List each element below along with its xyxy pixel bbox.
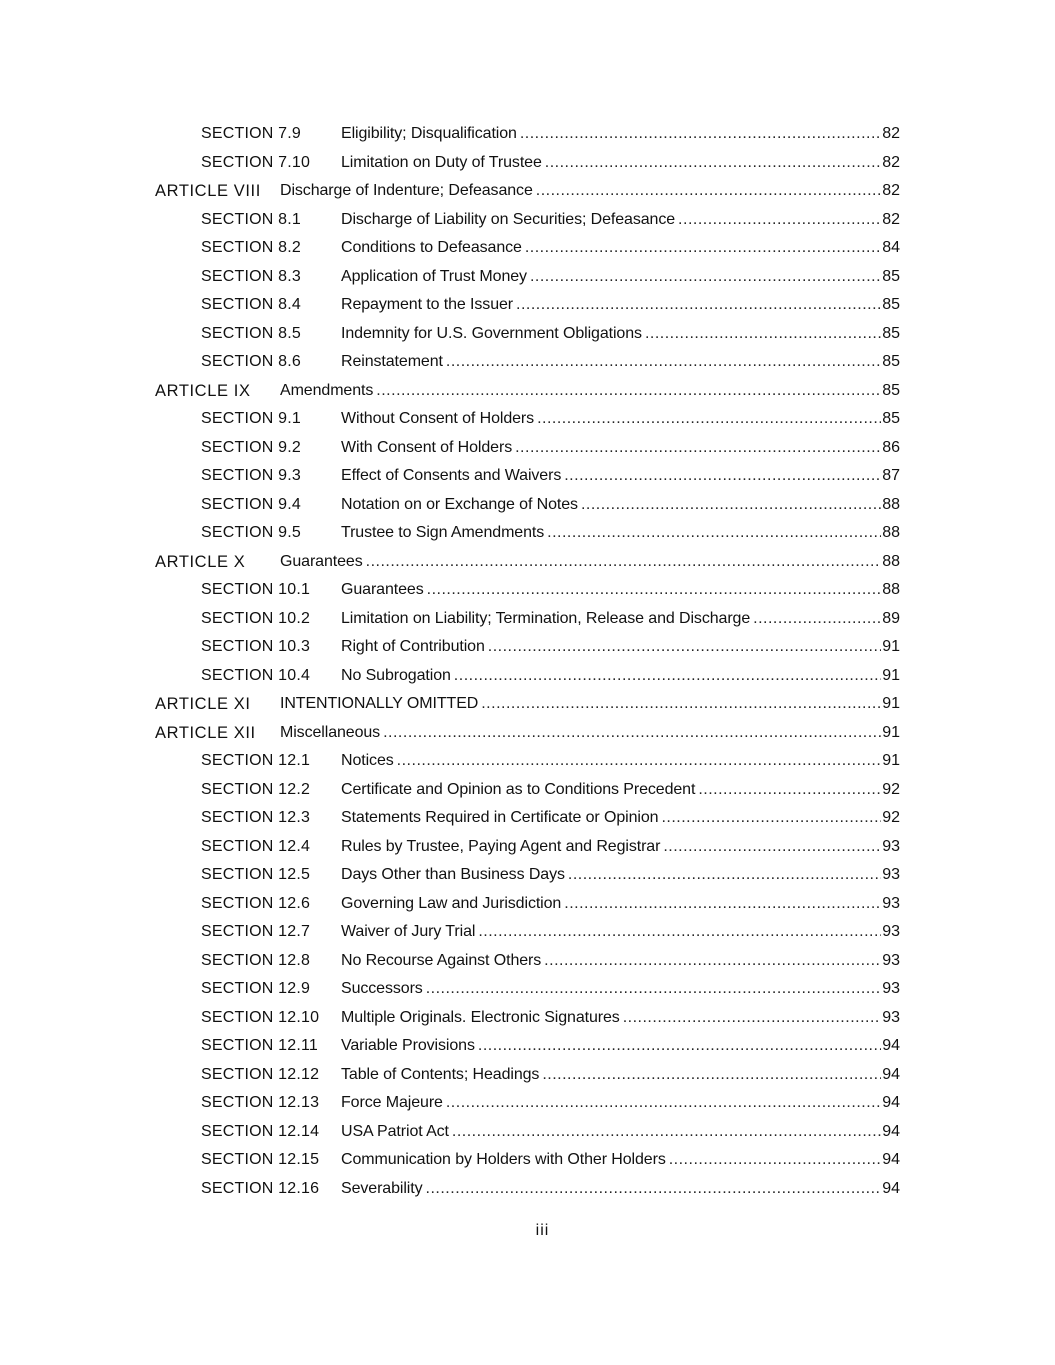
toc-entry-page: 88 [882,524,900,541]
dot-leader [515,434,881,463]
toc-entry-number: SECTION 12.13 [201,1094,320,1111]
toc-article-row[interactable] [0,719,1055,748]
toc-entry-page: 82 [882,153,900,171]
dot-leader [678,206,881,235]
toc-section-row[interactable] [0,1061,1055,1090]
toc-entry-page: 93 [882,951,900,969]
toc-entry-number: SECTION 12.2 [201,780,311,798]
toc-section-row[interactable] [0,405,1055,434]
toc-entry-page: 85 [882,353,900,370]
toc-entry-title-line [280,177,900,206]
toc-entry-number: SECTION 8.2 [201,239,302,256]
toc-entry-title-line [341,1004,900,1033]
toc-section-row[interactable] [0,434,1055,463]
toc-section-row[interactable] [0,348,1055,377]
toc-section-row[interactable] [0,320,1055,349]
dot-leader [564,890,881,919]
toc-entry-title-line [280,719,900,748]
toc-entry-title: Miscellaneous [280,723,381,741]
toc-entry-title: Notices [341,752,394,769]
toc-entry-title: Days Other than Business Days [341,866,565,883]
toc-entry-number: SECTION 12.9 [201,980,311,997]
toc-entry-number: SECTION 12.5 [201,866,311,883]
toc-entry-title: USA Patriot Act [341,1122,449,1140]
toc-section-row[interactable] [0,1118,1055,1147]
toc-entry-title: Notation on or Exchange of Notes [341,495,578,513]
toc-entry-number: SECTION 12.4 [201,837,311,855]
toc-entry-page: 86 [882,438,900,456]
dot-leader [544,947,881,976]
dot-leader [545,149,881,178]
toc-entry-page: 92 [882,809,900,826]
toc-entry-title-line [280,690,900,719]
toc-entry-page: 82 [882,182,900,199]
toc-section-row[interactable] [0,890,1055,919]
dot-leader [478,1032,881,1061]
toc-entry-page: 91 [882,666,900,684]
toc-entry-title: Successors [341,980,423,997]
toc-entry-page: 85 [882,296,900,313]
toc-entry-page: 88 [882,495,900,513]
toc-entry-number: ARTICLE IX [155,381,251,400]
dot-leader [446,1089,881,1118]
toc-entry-title-line [341,576,900,605]
toc-entry-title-line [280,548,900,577]
toc-entry-title: Limitation on Duty of Trustee [341,153,542,171]
toc-entry-title: Right of Contribution [341,638,485,655]
toc-entry-title: Eligibility; Disqualification [341,125,517,142]
toc-entry-number: SECTION 9.3 [201,467,302,484]
dot-leader [581,491,881,520]
toc-section-row[interactable] [0,1089,1055,1118]
toc-entry-title-line [341,1032,900,1061]
toc-entry-title-line [341,1089,900,1118]
toc-entry-number: SECTION 10.3 [201,638,311,655]
dot-leader [481,690,881,719]
toc-article-row[interactable] [0,177,1055,206]
toc-entry-page: 87 [882,467,900,484]
toc-entry-page: 91 [882,723,900,741]
toc-entry-page: 93 [882,837,900,855]
toc-entry-title: Repayment to the Issuer [341,296,514,313]
toc-entry-title-line [341,348,900,377]
toc-entry-title-line [341,1118,900,1147]
toc-entry-title-line [341,975,900,1004]
toc-section-row[interactable] [0,975,1055,1004]
toc-entry-number: SECTION 8.5 [201,324,302,342]
toc-entry-title-line [341,149,900,178]
dot-leader [520,120,881,149]
dot-leader [753,605,881,634]
toc-entry-title-line [341,291,900,320]
toc-entry-title: Amendments [280,381,374,399]
dot-leader [376,377,881,406]
toc-section-row[interactable] [0,833,1055,862]
dot-leader [698,776,881,805]
toc-entry-number: SECTION 12.14 [201,1122,320,1140]
dot-leader [383,719,881,748]
toc-entry-title: Severability [341,1179,423,1197]
toc-entry-number: SECTION 10.4 [201,666,311,684]
toc-article-row[interactable] [0,548,1055,577]
toc-entry-title: Force Majeure [341,1094,443,1111]
toc-entry-title: Application of Trust Money [341,267,527,285]
toc-entry-page: 94 [882,1094,900,1111]
toc-entry-title-line [341,1146,900,1175]
toc-entry-title: Limitation on Liability; Termination, Release and Discharge [341,609,751,627]
toc-article-row[interactable] [0,377,1055,406]
dot-leader [426,975,882,1004]
page-number: iii [535,1222,550,1239]
toc-section-row[interactable] [0,462,1055,491]
toc-entry-title-line [341,462,900,491]
toc-entry-number: SECTION 12.10 [201,1008,320,1026]
toc-entry-page: 88 [882,581,900,598]
toc-section-row[interactable] [0,662,1055,691]
toc-entry-title: Multiple Originals. Electronic Signatures [341,1008,620,1026]
toc-entry-page: 91 [882,638,900,655]
toc-section-row[interactable] [0,263,1055,292]
toc-entry-title-line [341,405,900,434]
toc-entry-number: SECTION 12.7 [201,923,311,940]
toc-entry-title: Communication by Holders with Other Holders [341,1151,666,1168]
dot-leader [623,1004,882,1033]
toc-entry-number: SECTION 9.1 [201,410,302,427]
toc-entry-title-line [341,120,900,149]
toc-entry-title-line [341,263,900,292]
toc-entry-page: 93 [882,866,900,883]
toc-entry-title-line [341,1061,900,1090]
toc-entry-title: With Consent of Holders [341,438,513,456]
toc-article-row[interactable] [0,690,1055,719]
dot-leader [537,405,881,434]
toc-section-row[interactable] [0,1004,1055,1033]
dot-leader [547,519,881,548]
toc-entry-title: Waiver of Jury Trial [341,923,476,940]
toc-entry-page: 85 [882,324,900,342]
toc-entry-page: 85 [882,381,900,399]
toc-section-row[interactable] [0,120,1055,149]
toc-entry-number: SECTION 9.4 [201,495,302,513]
toc-entry-number: SECTION 8.3 [201,267,302,285]
dot-leader [426,1175,882,1204]
toc-entry-title: Reinstatement [341,353,443,370]
dot-leader [397,747,882,776]
toc-entry-number: SECTION 8.4 [201,296,302,313]
dot-leader [478,918,881,947]
toc-entry-page: 94 [882,1122,900,1140]
dot-leader [661,804,881,833]
toc-entry-page: 93 [882,980,900,997]
toc-entry-title: Guarantees [341,581,424,598]
toc-entry-number: ARTICLE XII [155,723,256,742]
toc-entry-page: 94 [882,1065,900,1083]
toc-entry-title: Discharge of Indenture; Defeasance [280,182,533,199]
toc-entry-title: No Recourse Against Others [341,951,542,969]
toc-entry-title: Conditions to Defeasance [341,239,522,256]
toc-entry-page: 92 [882,780,900,798]
dot-leader [669,1146,881,1175]
toc-section-row[interactable] [0,519,1055,548]
toc-entry-title-line [341,206,900,235]
toc-entry-number: SECTION 7.10 [201,153,311,171]
toc-entry-title-line [341,633,900,662]
toc-entry-title-line [341,861,900,890]
toc-entry-title-line [341,434,900,463]
toc-section-row[interactable] [0,491,1055,520]
toc-section-row[interactable] [0,1175,1055,1204]
toc-entry-page: 91 [882,752,900,769]
toc-entry-title-line [341,918,900,947]
toc-entry-page: 82 [882,210,900,228]
dot-leader [663,833,881,862]
toc-section-row[interactable] [0,1032,1055,1061]
dot-leader [536,177,881,206]
dot-leader [446,348,881,377]
toc-section-row[interactable] [0,747,1055,776]
table-of-contents [0,120,1055,1203]
dot-leader [452,1118,881,1147]
toc-entry-title-line [341,234,900,263]
toc-entry-title: Table of Contents; Headings [341,1065,540,1083]
dot-leader [568,861,881,890]
toc-entry-title-line [341,747,900,776]
toc-entry-page: 82 [882,125,900,142]
toc-entry-title: Governing Law and Jurisdiction [341,894,562,912]
dot-leader [516,291,881,320]
toc-entry-page: 85 [882,410,900,427]
toc-section-row[interactable] [0,576,1055,605]
toc-entry-number: SECTION 12.8 [201,951,311,969]
toc-section-row[interactable] [0,947,1055,976]
dot-leader [542,1061,881,1090]
dot-leader [427,576,882,605]
dot-leader [454,662,881,691]
toc-entry-number: SECTION 10.2 [201,609,311,627]
toc-section-row[interactable] [0,234,1055,263]
dot-leader [530,263,881,292]
toc-section-row[interactable] [0,776,1055,805]
toc-entry-number: ARTICLE X [155,552,246,571]
toc-entry-number: SECTION 12.16 [201,1179,320,1197]
toc-entry-page: 93 [882,894,900,912]
toc-entry-number: SECTION 12.11 [201,1037,319,1054]
toc-entry-title-line [341,1175,900,1204]
toc-entry-title-line [341,833,900,862]
toc-entry-number: SECTION 12.6 [201,894,311,912]
toc-entry-number: SECTION 9.5 [201,524,302,541]
toc-entry-number: ARTICLE VIII [155,182,261,200]
toc-entry-page: 91 [882,695,900,712]
toc-entry-page: 93 [882,1008,900,1026]
toc-entry-page: 93 [882,923,900,940]
toc-entry-title-line [341,519,900,548]
dot-leader [645,320,881,349]
dot-leader [525,234,881,263]
toc-entry-title-line [341,804,900,833]
toc-entry-page: 84 [882,239,900,256]
toc-entry-title: Guarantees [280,552,363,570]
dot-leader [564,462,881,491]
toc-entry-title: Discharge of Liability on Securities; Defeasance [341,210,676,228]
toc-entry-page: 88 [882,552,900,570]
toc-entry-title-line [341,947,900,976]
toc-entry-page: 94 [882,1151,900,1168]
toc-entry-title: INTENTIONALLY OMITTED [280,695,479,712]
toc-entry-number: SECTION 8.1 [201,210,302,228]
toc-entry-title-line [341,320,900,349]
toc-entry-title: Certificate and Opinion as to Conditions Precedent [341,780,696,798]
toc-section-row[interactable] [0,633,1055,662]
toc-entry-title: Variable Provisions [341,1037,475,1054]
toc-section-row[interactable] [0,804,1055,833]
toc-entry-title: Statements Required in Certificate or Opinion [341,809,659,826]
dot-leader [366,548,882,577]
toc-entry-page: 85 [882,267,900,285]
toc-section-row[interactable] [0,291,1055,320]
toc-entry-number: SECTION 10.1 [201,581,311,598]
toc-entry-number: SECTION 12.3 [201,809,311,826]
toc-section-row[interactable] [0,1146,1055,1175]
toc-entry-number: ARTICLE XI [155,695,251,713]
toc-entry-number: SECTION 12.12 [201,1065,320,1083]
toc-entry-number: SECTION 8.6 [201,353,302,370]
dot-leader [488,633,881,662]
toc-entry-title-line [341,605,900,634]
toc-entry-number: SECTION 7.9 [201,125,302,142]
toc-entry-number: SECTION 12.1 [201,752,311,769]
toc-entry-title: Rules by Trustee, Paying Agent and Registrar [341,837,661,855]
toc-section-row[interactable] [0,861,1055,890]
toc-entry-number: SECTION 9.2 [201,438,302,456]
toc-entry-title-line [341,776,900,805]
toc-entry-page: 89 [882,609,900,627]
toc-entry-page: 94 [882,1037,900,1054]
toc-entry-title: Without Consent of Holders [341,410,535,427]
toc-entry-title: Indemnity for U.S. Government Obligations [341,324,642,342]
toc-entry-title: Effect of Consents and Waivers [341,467,562,484]
toc-section-row[interactable] [0,149,1055,178]
toc-entry-title-line [341,890,900,919]
toc-entry-number: SECTION 12.15 [201,1151,320,1168]
toc-section-row[interactable] [0,918,1055,947]
toc-section-row[interactable] [0,605,1055,634]
toc-entry-page: 94 [882,1179,900,1197]
toc-section-row[interactable] [0,206,1055,235]
toc-entry-title-line [280,377,900,406]
toc-entry-title-line [341,491,900,520]
toc-entry-title: Trustee to Sign Amendments [341,524,545,541]
toc-entry-title: No Subrogation [341,666,451,684]
toc-entry-title-line [341,662,900,691]
